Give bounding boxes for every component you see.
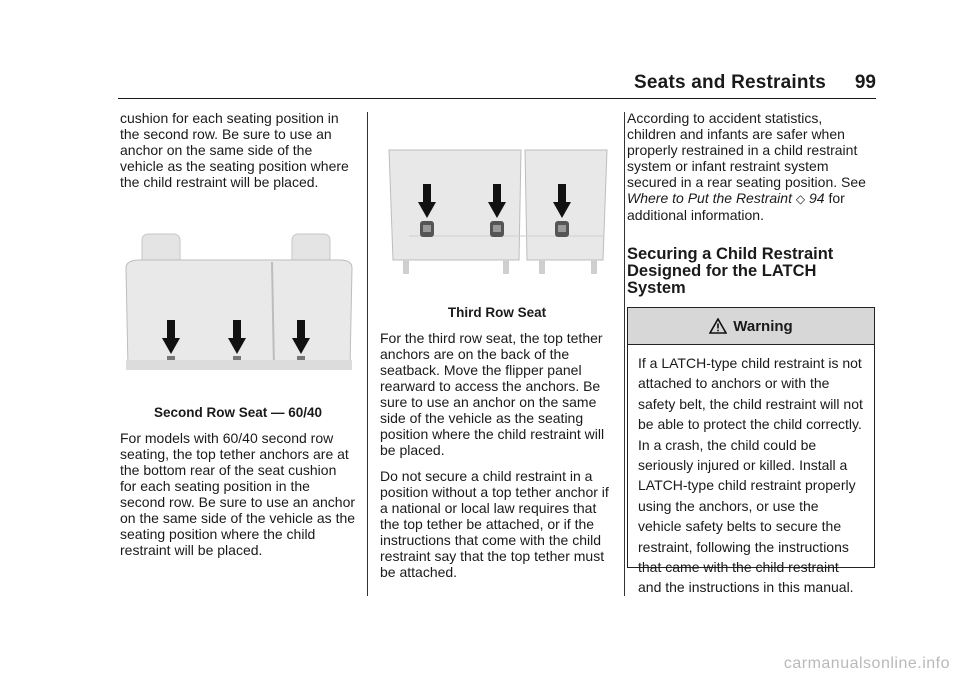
section-subheading: Securing a Child Restraint Designed for the LATCH System	[627, 245, 834, 297]
seat-leg	[591, 260, 597, 274]
column-3-intro	[627, 110, 873, 233]
column-divider-right	[624, 112, 625, 596]
section-title: Seats and Restraints	[634, 72, 826, 93]
figure-caption-second-row: Second Row Seat — 60/40	[153, 405, 323, 420]
third-row-seat-figure	[379, 112, 615, 295]
cross-reference-symbol: ◇	[795, 192, 806, 206]
paragraph: Do not secure a child restraint in a position without a top tether anchor if a national or local law requires that the top tether be attached, or if the instructions that come with the child restraint say that the top tether must be attached.	[380, 468, 609, 580]
paragraph: cushion for each seating position in the second row. Be sure to use an anchor on the same side of the vehicle as the seating position where the child restraint will be placed.	[120, 110, 349, 190]
seat-leg	[503, 260, 509, 274]
cross-reference-page[interactable]: 94	[808, 190, 825, 206]
anchor	[490, 221, 504, 237]
anchor	[555, 221, 569, 237]
column-1-intro	[120, 110, 356, 200]
second-row-seat-figure	[120, 222, 355, 394]
anchor	[420, 221, 434, 237]
column-divider-left	[367, 112, 368, 596]
seat-leg	[403, 260, 409, 274]
paragraph: For the third row seat, the top tether anchors are on the back of the seatback. Move the flipper panel rearward to access the anchors. Be sure to use an anchor on the same side of the vehicle as the seating position where the child restraint will be placed.	[380, 330, 605, 458]
seat-leg	[539, 260, 545, 274]
cross-reference-link[interactable]: Where to Put the Restraint	[627, 190, 792, 206]
warning-triangle-icon	[709, 318, 727, 334]
anchor	[167, 356, 175, 360]
warning-title: Warning	[733, 317, 793, 335]
warning-text: If a LATCH-type child restraint is not attached to anchors or with the safety belt, the child restraint will not be able to protect the child correctly. In a crash, the child could be seriously injured or killed. Install a LATCH-type child restraint properly using the anchors, or use the vehicle safety belts to secure the restraint, following the instructions that came with the child restraint and the instructions in this manual.	[638, 355, 863, 596]
paragraph-text: for additional information.	[627, 190, 845, 223]
column-2-body	[380, 330, 618, 590]
page-number: 99	[854, 72, 876, 93]
paragraph-text: According to accident statistics, children and infants are safer when properly restrained in a child restraint system or infant restraint system secured in a rear seating position. See	[627, 110, 866, 190]
anchor	[297, 356, 305, 360]
anchor	[233, 356, 241, 360]
seat-cushion-edge	[126, 360, 352, 370]
figure-caption-third-row: Third Row Seat	[447, 305, 547, 320]
header-rule	[118, 98, 876, 99]
column-1-body	[120, 430, 356, 568]
seat-back	[126, 260, 352, 368]
warning-header	[628, 308, 874, 345]
paragraph: For models with 60/40 second row seating, the top tether anchors are at the bottom rear of the seat cushion for each seating position in the second row. Be sure to use an anchor on the same side of the vehicle as the seating position where the child restraint will be placed.	[120, 430, 356, 558]
watermark: carmanualsonline.info	[783, 655, 950, 672]
paragraph	[627, 110, 873, 223]
warning-box	[627, 307, 875, 596]
